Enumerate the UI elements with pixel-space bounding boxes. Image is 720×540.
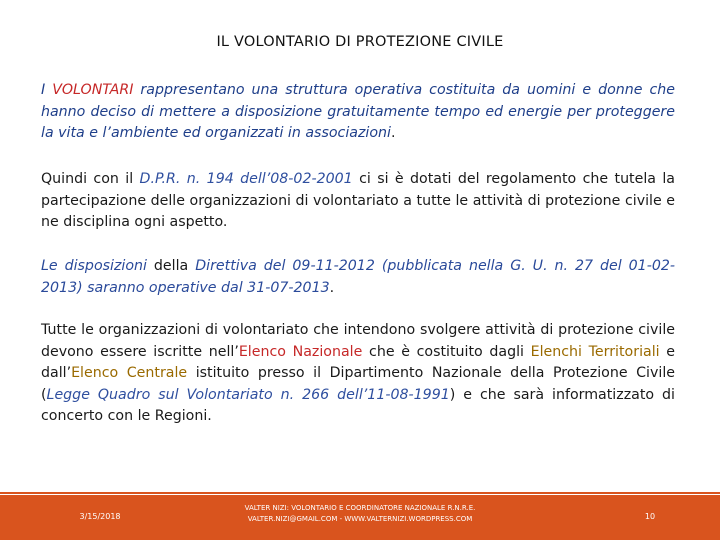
p4-highlight-legge-quadro: Legge Quadro sul Volontariato n. 266 dell’11-08-1991: [46, 386, 450, 403]
p4-highlight-elenco-centrale: Elenco Centrale: [71, 365, 188, 381]
footer-credits-line1: VALTER NIZI: VOLONTARIO E COORDINATORE NAZIONALE R.N.R.E.: [244, 504, 476, 512]
p4-text-c: che è costituito dagli: [362, 343, 531, 360]
p1-text-c: rappresentano una struttura operativa costituita da uomini e donne che hanno deciso di mettere a disposizione gratuitamente tempo ed energie per proteggere la vita e l’ambiente ed organizzati in associazioni: [41, 82, 675, 141]
paragraph-disposizioni: [41, 256, 675, 299]
paragraph-elenchi: [41, 320, 675, 428]
paragraph-volontari: [41, 80, 675, 145]
p3-text-d: .: [329, 279, 335, 296]
footer-credits: [180, 503, 540, 524]
footer-date: 3/15/2018: [79, 512, 121, 521]
paragraph-dpr: [41, 169, 675, 234]
p4-highlight-elenco-nazionale: Elenco Nazionale: [238, 343, 363, 360]
p1-text-a: I: [41, 82, 53, 98]
p3-text-b: della: [146, 258, 196, 274]
p2-text-a: Quindi con il: [41, 171, 140, 187]
p1-highlight-volontari: VOLONTARI: [52, 82, 134, 98]
footer-page-number: 10: [644, 512, 656, 521]
p4-text-a: Tutte le organizzazioni di volontariato che intendono svolgere attività di protezione civile devono essere iscritte nell’: [41, 322, 675, 360]
slide-title: IL VOLONTARIO DI PROTEZIONE CIVILE: [216, 34, 504, 50]
p4-text-i: ) e che sarà informatizzato di concerto con le Regioni.: [41, 386, 675, 424]
p3-text-a: Le disposizioni: [41, 258, 147, 274]
p4-text-e: e dall’: [41, 343, 675, 381]
footer-bar: [0, 495, 720, 540]
p1-text-d: .: [390, 125, 396, 141]
p4-text-g: istituito presso il Dipartimento Nazionale della Protezione Civile (: [41, 365, 675, 403]
footer-divider: [0, 492, 720, 494]
p3-text-c: Direttiva del 09-11-2012 (pubblicata nella G. U. n. 27 del 01-02-2013) saranno operative dal 31-07-2013: [41, 258, 675, 296]
p2-text-c: ci si è dotati del regolamento che tutela la partecipazione delle organizzazioni di volontariato a tutte le attività di protezione civile e ne disciplina ogni aspetto.: [41, 171, 675, 230]
p4-highlight-elenchi-territoriali: Elenchi Territoriali: [530, 343, 660, 360]
footer-credits-line2: VALTER.NIZI@GMAIL.COM - WWW.VALTERNIZI.WORDPRESS.COM: [247, 514, 473, 523]
p2-highlight-dpr: D.P.R. n. 194 dell’08-02-2001: [139, 171, 353, 187]
